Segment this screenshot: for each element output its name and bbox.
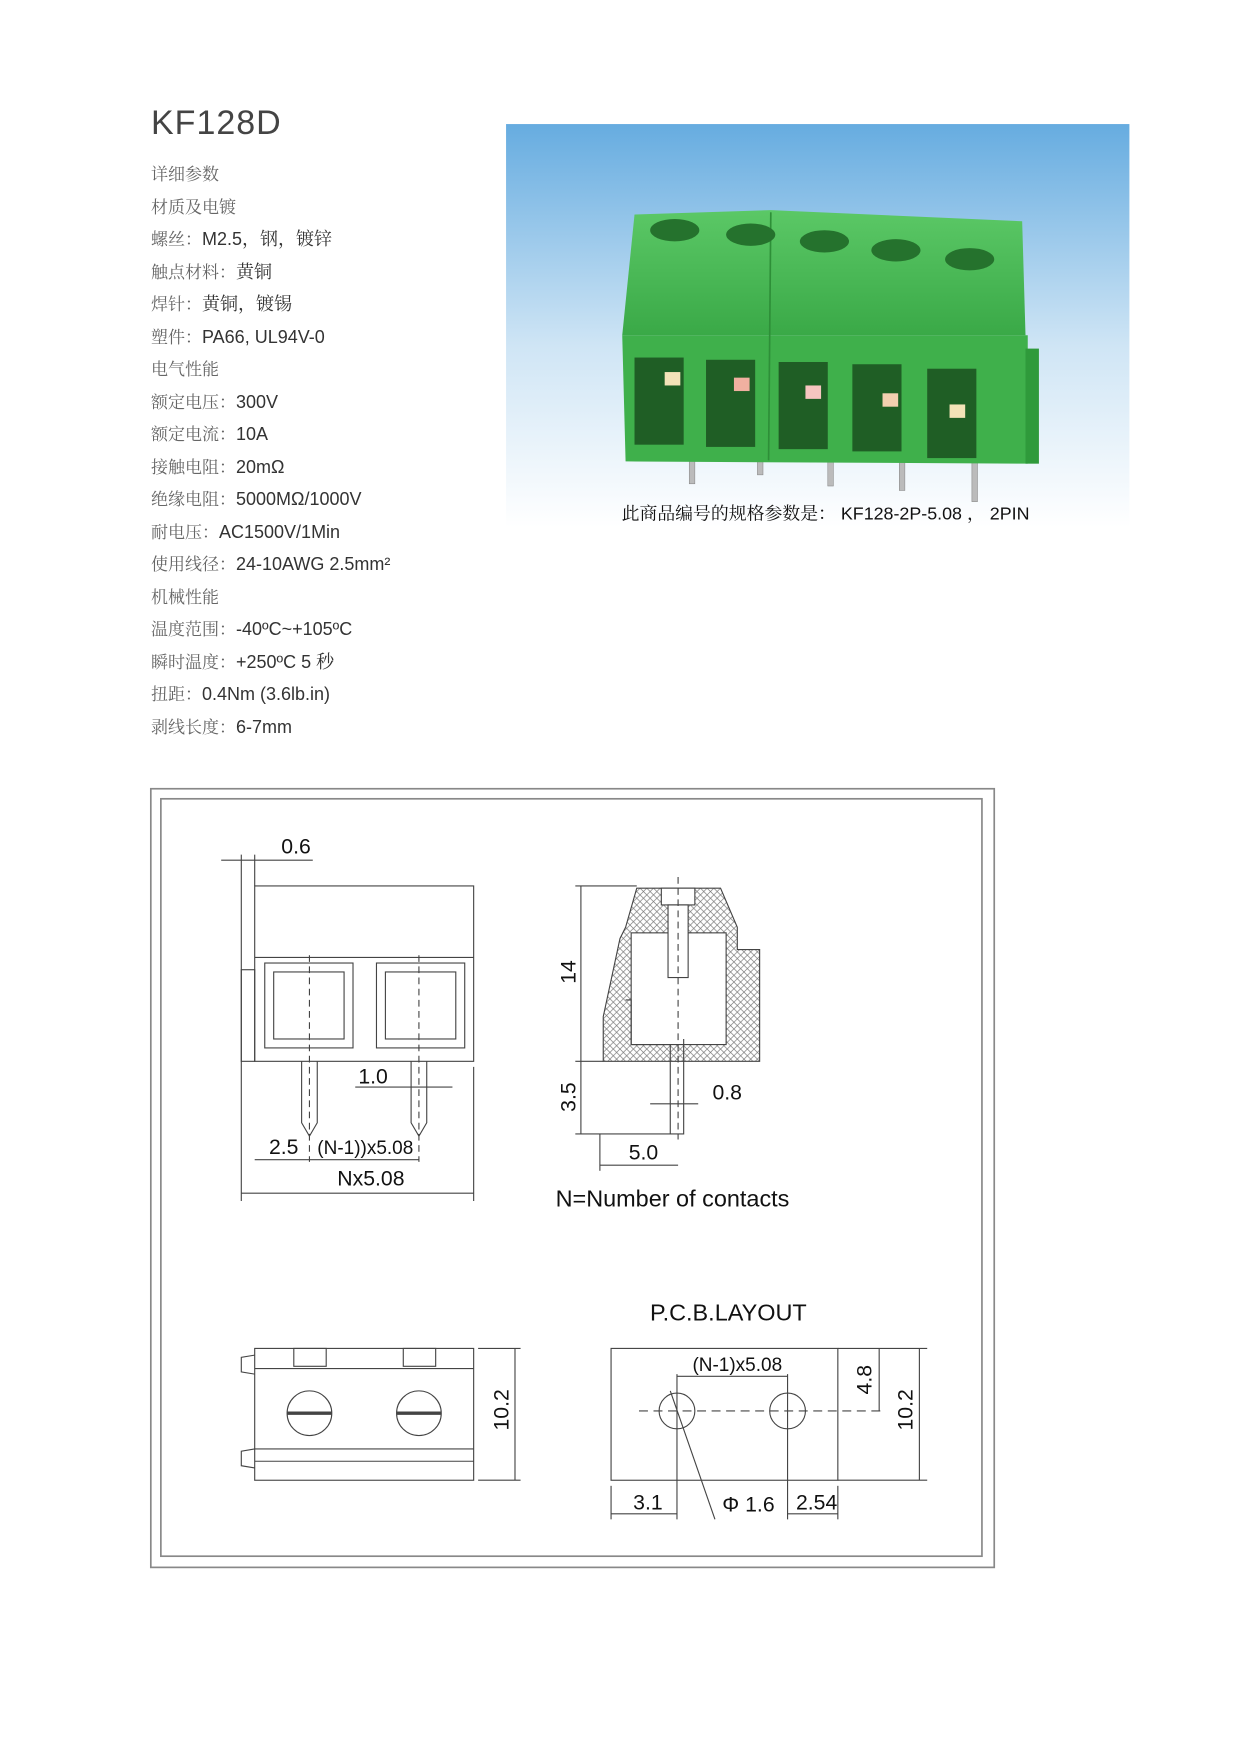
pcb-layout-title: P.C.B.LAYOUT (649, 1299, 807, 1326)
dim-label: (N-1))x5.08 (317, 1138, 414, 1160)
dim-label: 5.0 (628, 1141, 659, 1165)
spec-row: 材质及电镀 (151, 197, 236, 218)
dim-label: 2.5 (268, 1136, 299, 1160)
spec-row: 扭距：0.4Nm (3.6lb.in) (151, 684, 331, 705)
spec-row: 电气性能 (151, 360, 219, 380)
photo-caption: 此商品编号的规格参数是： KF128-2P-5.08 ， 2PIN (621, 503, 1030, 524)
dim-label: 10.2 (490, 1389, 514, 1431)
bottom-view (241, 1348, 520, 1480)
spec-row: 螺丝：M2.5，钢，镀锌 (151, 229, 333, 250)
spec-row: 额定电压：300V (151, 391, 279, 413)
spec-row: 详细参数 (151, 165, 219, 185)
spec-row: 塑件：PA66, UL94V-0 (151, 326, 325, 348)
dim-label: Φ 1.6 (722, 1493, 775, 1517)
dim-label: 10.2 (894, 1389, 918, 1431)
spec-row: 接触电阻：20mΩ (151, 456, 285, 478)
spec-row: 焊针：黄铜，镀锡 (151, 294, 292, 315)
dim-label: 1.0 (358, 1065, 388, 1089)
dim-label: 0.8 (712, 1081, 742, 1105)
spec-row: 使用线径：24-10AWG 2.5mm² (151, 554, 391, 575)
dim-label: 4.8 (853, 1364, 877, 1395)
spec-row: 额定电流：10A (151, 424, 269, 445)
side-view (575, 877, 759, 1171)
product-photo (506, 124, 1129, 527)
dim-label: 3.5 (557, 1082, 581, 1112)
technical-drawing (151, 789, 994, 1568)
dim-label: Nx5.08 (337, 1167, 405, 1191)
spec-row: 瞬时温度：+250ºC 5 秒 (151, 651, 335, 673)
dim-label: 2.54 (795, 1491, 838, 1515)
dim-label: (N-1)x5.08 (692, 1354, 783, 1376)
drawing-note: N=Number of contacts (555, 1185, 790, 1212)
spec-row: 触点材料：黄铜 (151, 261, 272, 283)
dim-label: 3.1 (633, 1491, 663, 1515)
spec-row: 耐电压：AC1500V/1Min (151, 521, 341, 543)
spec-row: 温度范围：-40ºC~+105ºC (151, 619, 353, 640)
spec-row: 绝缘电阻：5000MΩ/1000V (151, 489, 362, 510)
dim-label: 14 (557, 960, 581, 984)
product-title: KF128D (151, 104, 282, 142)
spec-row: 机械性能 (151, 587, 219, 608)
dim-label: 0.6 (281, 835, 311, 859)
spec-row: 剥线长度：6-7mm (151, 716, 293, 738)
